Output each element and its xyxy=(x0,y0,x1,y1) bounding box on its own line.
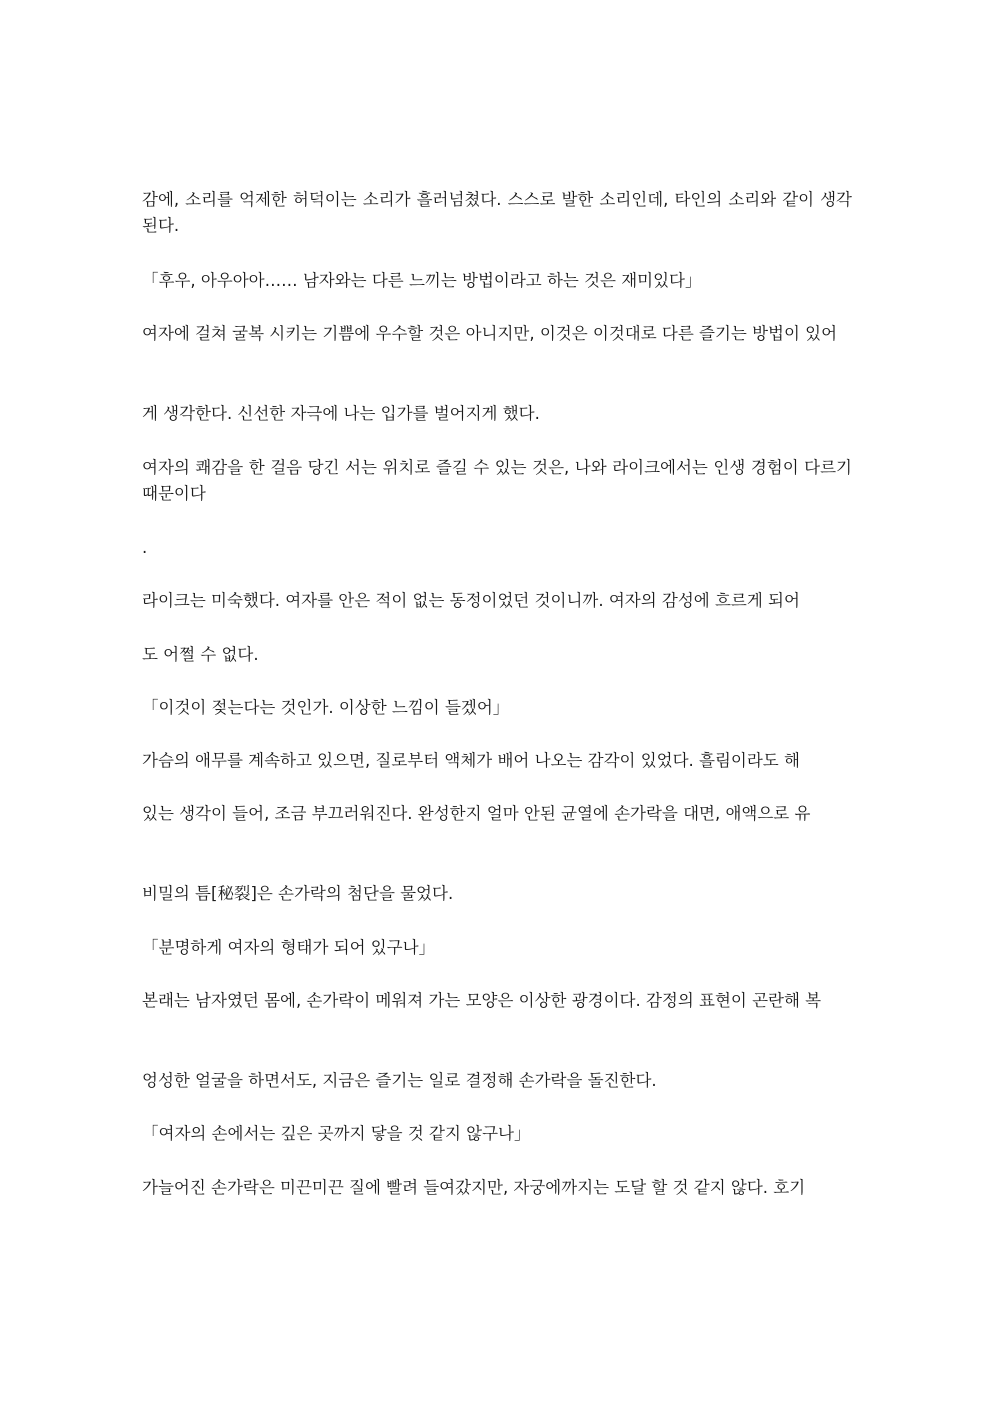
paragraph-2: 여자에 걸쳐 굴복 시키는 기쁨에 우수할 것은 아니지만, 이것은 이것대로 다른 즐기는 방법이 있어 xyxy=(142,324,838,343)
paragraph-12: 엉성한 얼굴을 하면서도, 지금은 즐기는 일로 결정해 손가락을 돌진한다. xyxy=(142,1071,657,1090)
paragraph-13: 가늘어진 손가락은 미끈미끈 질에 빨려 들여갔지만, 자궁에까지는 도달 할 것 같지 않다. 호기 xyxy=(142,1178,806,1197)
paragraph-9: 있는 생각이 들어, 조금 부끄러워진다. 완성한지 얼마 안된 균열에 손가락을 대면, 애액으로 유 xyxy=(142,804,811,823)
paragraph-3: 게 생각한다. 신선한 자극에 나는 입가를 벌어지게 했다. xyxy=(142,404,540,423)
paragraph-11: 본래는 남자였던 몸에, 손가락이 메워져 가는 모양은 이상한 광경이다. 감정의 표현이 곤란해 복 xyxy=(142,991,822,1010)
dialogue-1: 「후우, 아우아아…… 남자와는 다른 느끼는 방법이라고 하는 것은 재미있다」 xyxy=(142,271,702,290)
dialogue-3: 「분명하게 여자의 형태가 되어 있구나」 xyxy=(142,938,436,957)
paragraph-7: 도 어쩔 수 없다. xyxy=(142,645,259,664)
paragraph-1: 감에, 소리를 억제한 허덕이는 소리가 흘러넘쳤다. 스스로 발한 소리인데, 타인의 소리와 같이 생각된다. xyxy=(142,190,852,235)
dialogue-4: 「여자의 손에서는 깊은 곳까지 닿을 것 같지 않구나」 xyxy=(142,1124,531,1143)
dialogue-2: 「이것이 젖는다는 것인가. 이상한 느낌이 들겠어」 xyxy=(142,698,510,717)
paragraph-5: . xyxy=(142,538,148,557)
paragraph-4: 여자의 쾌감을 한 걸음 당긴 서는 위치로 즐길 수 있는 것은, 나와 라이크에서는 인생 경험이 다르기 때문이다 xyxy=(142,458,852,503)
paragraph-8: 가슴의 애무를 계속하고 있으면, 질로부터 액체가 배어 나오는 감각이 있었다. 흘림이라도 해 xyxy=(142,751,800,770)
paragraph-10: 비밀의 틈[秘裂]은 손가락의 첨단을 물었다. xyxy=(142,884,454,903)
paragraph-6: 라이크는 미숙했다. 여자를 안은 적이 없는 동정이었던 것이니까. 여자의 감성에 흐르게 되어 xyxy=(142,591,800,610)
